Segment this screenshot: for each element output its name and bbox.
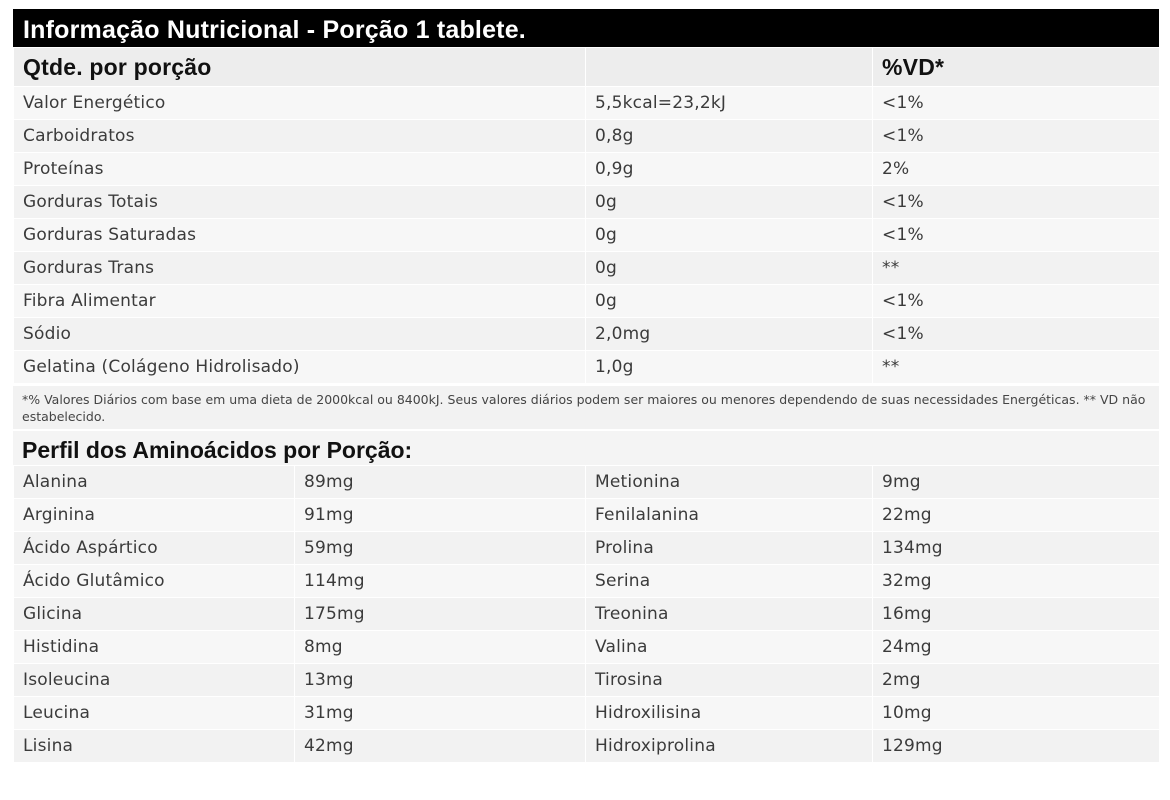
amino-name: Ácido Aspártico	[14, 532, 295, 565]
nutrient-vd: <1%	[873, 219, 1160, 252]
nutrient-amount: 5,5kcal=23,2kJ	[586, 87, 873, 120]
amino-amount: 42mg	[295, 730, 586, 763]
nutrition-row	[14, 318, 1160, 351]
amino-row	[14, 466, 1160, 499]
nutrient-vd: 2%	[873, 153, 1160, 186]
amino-amount: 13mg	[295, 664, 586, 697]
amino-amount: 31mg	[295, 697, 586, 730]
amino-name: Fenilalanina	[586, 499, 873, 532]
nutrient-amount: 0,9g	[586, 153, 873, 186]
nutrient-name: Gorduras Saturadas	[14, 219, 586, 252]
nutrient-vd: <1%	[873, 285, 1160, 318]
nutrition-row	[14, 153, 1160, 186]
nutrition-header-row	[14, 48, 1160, 87]
nutrient-vd: **	[873, 252, 1160, 285]
header-amount	[586, 48, 873, 87]
amino-amount: 134mg	[873, 532, 1160, 565]
nutrient-name: Valor Energético	[14, 87, 586, 120]
nutrient-name: Carboidratos	[14, 120, 586, 153]
nutrient-vd: <1%	[873, 318, 1160, 351]
amino-row	[14, 730, 1160, 763]
nutrient-amount: 0g	[586, 252, 873, 285]
amino-amount: 175mg	[295, 598, 586, 631]
nutrition-row	[14, 87, 1160, 120]
amino-amount: 59mg	[295, 532, 586, 565]
amino-row	[14, 664, 1160, 697]
amino-row	[14, 598, 1160, 631]
amino-name: Treonina	[586, 598, 873, 631]
amino-row	[14, 499, 1160, 532]
nutrition-row	[14, 219, 1160, 252]
amino-row	[14, 697, 1160, 730]
amino-name: Glicina	[14, 598, 295, 631]
nutrient-amount: 0g	[586, 186, 873, 219]
nutrition-table	[13, 47, 1160, 384]
amino-name: Valina	[586, 631, 873, 664]
amino-amount: 89mg	[295, 466, 586, 499]
panel-title: Informação Nutricional - Porção 1 tablete.	[13, 9, 1159, 47]
amino-amount: 32mg	[873, 565, 1160, 598]
amino-row	[14, 565, 1160, 598]
amino-name: Histidina	[14, 631, 295, 664]
header-vd: %VD*	[873, 48, 1160, 87]
nutrient-amount: 0g	[586, 285, 873, 318]
amino-name: Leucina	[14, 697, 295, 730]
footnote: *% Valores Diários com base em uma dieta de 2000kcal ou 8400kJ. Seus valores diários podem ser maiores ou menores dependendo de suas necessidades Energéticas. ** VD não estabelecido.	[13, 384, 1159, 431]
nutrient-name: Gelatina (Colágeno Hidrolisado)	[14, 351, 586, 384]
nutrient-name: Fibra Alimentar	[14, 285, 586, 318]
nutrition-row	[14, 186, 1160, 219]
amino-title: Perfil dos Aminoácidos por Porção:	[13, 431, 1159, 465]
nutrition-row	[14, 120, 1160, 153]
amino-amount: 129mg	[873, 730, 1160, 763]
amino-name: Serina	[586, 565, 873, 598]
amino-amount: 91mg	[295, 499, 586, 532]
amino-name: Lisina	[14, 730, 295, 763]
nutrition-row	[14, 285, 1160, 318]
amino-amount: 2mg	[873, 664, 1160, 697]
amino-name: Ácido Glutâmico	[14, 565, 295, 598]
amino-name: Hidroxiprolina	[586, 730, 873, 763]
amino-amount: 24mg	[873, 631, 1160, 664]
nutrition-panel	[13, 9, 1159, 763]
amino-name: Isoleucina	[14, 664, 295, 697]
amino-name: Prolina	[586, 532, 873, 565]
amino-amount: 8mg	[295, 631, 586, 664]
nutrient-amount: 2,0mg	[586, 318, 873, 351]
amino-table	[13, 465, 1160, 763]
amino-name: Alanina	[14, 466, 295, 499]
amino-row	[14, 532, 1160, 565]
amino-amount: 22mg	[873, 499, 1160, 532]
nutrient-name: Sódio	[14, 318, 586, 351]
nutrient-name: Gorduras Trans	[14, 252, 586, 285]
amino-amount: 16mg	[873, 598, 1160, 631]
nutrition-row	[14, 351, 1160, 384]
nutrient-name: Gorduras Totais	[14, 186, 586, 219]
nutrient-vd: <1%	[873, 120, 1160, 153]
header-quantity: Qtde. por porção	[14, 48, 586, 87]
amino-name: Tirosina	[586, 664, 873, 697]
nutrient-vd: **	[873, 351, 1160, 384]
nutrient-amount: 1,0g	[586, 351, 873, 384]
amino-amount: 10mg	[873, 697, 1160, 730]
nutrient-vd: <1%	[873, 87, 1160, 120]
nutrition-row	[14, 252, 1160, 285]
nutrient-vd: <1%	[873, 186, 1160, 219]
nutrient-amount: 0,8g	[586, 120, 873, 153]
amino-name: Metionina	[586, 466, 873, 499]
nutrient-name: Proteínas	[14, 153, 586, 186]
amino-amount: 114mg	[295, 565, 586, 598]
nutrient-amount: 0g	[586, 219, 873, 252]
amino-name: Arginina	[14, 499, 295, 532]
amino-name: Hidroxilisina	[586, 697, 873, 730]
amino-row	[14, 631, 1160, 664]
amino-amount: 9mg	[873, 466, 1160, 499]
